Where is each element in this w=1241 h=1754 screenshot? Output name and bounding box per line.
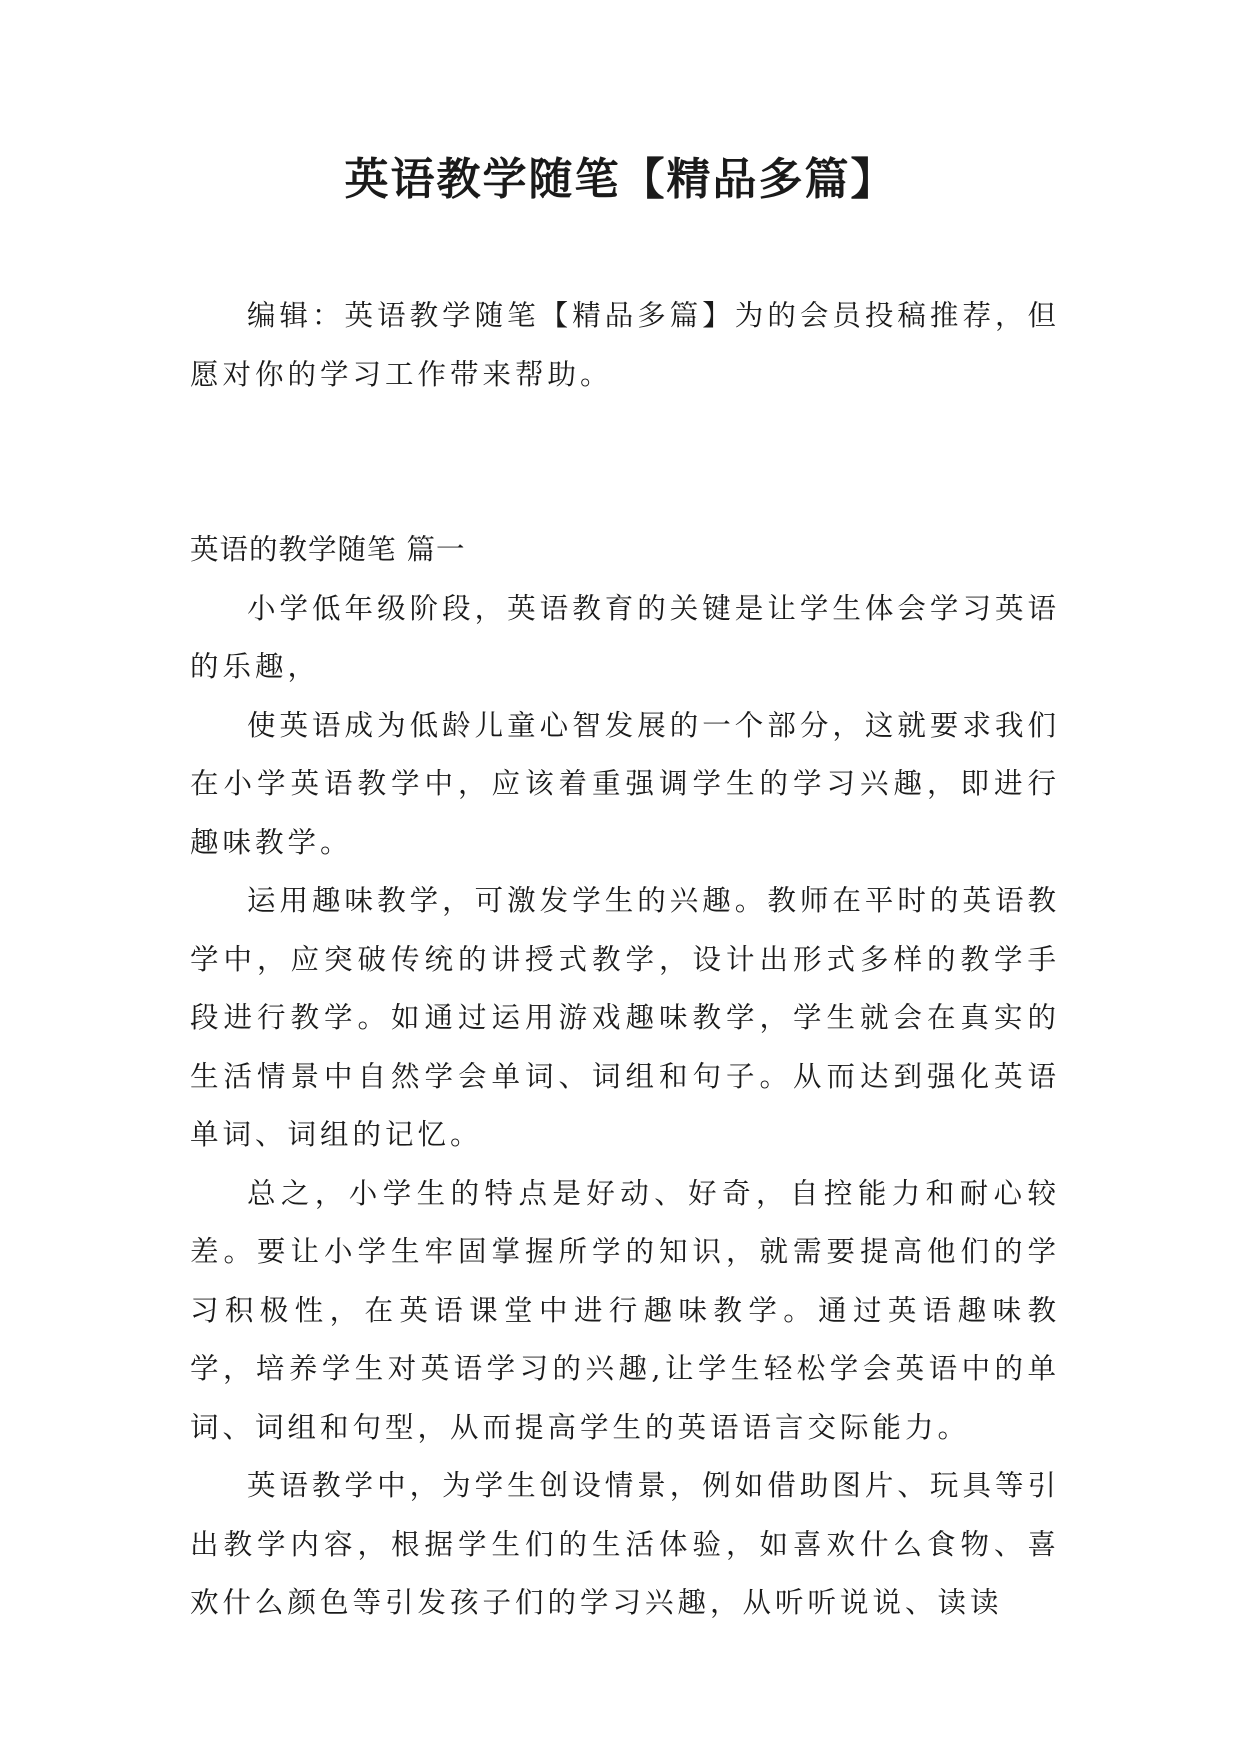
section-heading: 英语的教学随笔 篇一 (190, 533, 466, 566)
document-body (190, 287, 1060, 1633)
body-paragraph: 总之，小学生的特点是好动、好奇，自控能力和耐心较差。要让小学生牢固掌握所学的知识，就需要提高他们的学习积极性，在英语课堂中进行趣味教学。通过英语趣味教学，培养学生对英语学习的兴趣,让学生轻松学会英语中的单词、词组和句型，从而提高学生的英语语言交际能力。 (190, 1176, 1060, 1444)
document-title: 英语教学随笔【精品多篇】 (344, 154, 897, 205)
section-spacer (190, 404, 1060, 521)
body-paragraph: 小学低年级阶段，英语教育的关键是让学生体会学习英语的乐趣， (190, 591, 1060, 683)
intro-paragraph: 编辑：英语教学随笔【精品多篇】为的会员投稿推荐，但愿对你的学习工作带来帮助。 (190, 299, 1060, 391)
body-paragraph: 英语教学中，为学生创设情景，例如借助图片、玩具等引出教学内容，根据学生们的生活体验，如喜欢什么食物、喜欢什么颜色等引发孩子们的学习兴趣，从听听说说、读读 (190, 1469, 1060, 1619)
body-paragraph: 运用趣味教学，可激发学生的兴趣。教师在平时的英语教学中，应突破传统的讲授式教学，设计出形式多样的教学手段进行教学。如通过运用游戏趣味教学，学生就会在真实的生活情景中自然学会单词、词组和句子。从而达到强化英语单词、词组的记忆。 (190, 884, 1060, 1151)
body-paragraph: 使英语成为低龄儿童心智发展的一个部分，这就要求我们在小学英语教学中，应该着重强调学生的学习兴趣，即进行趣味教学。 (190, 708, 1060, 859)
